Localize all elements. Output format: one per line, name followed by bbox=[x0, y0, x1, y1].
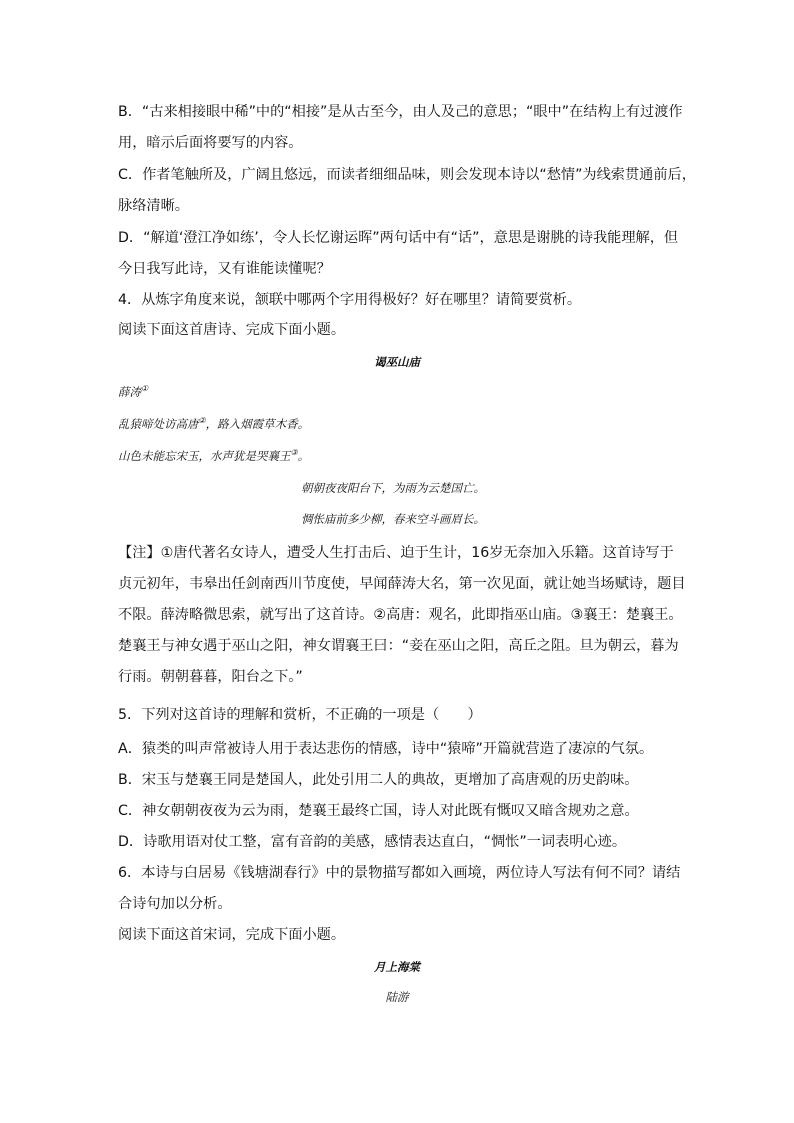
poem1-author-note-mark: ① bbox=[141, 384, 149, 393]
question-4: 4．从炼字角度来说，颔联中哪两个字用得极好？好在哪里？请简要赏析。 bbox=[118, 292, 582, 308]
q5-option-a: A．猿类的叫声常被诗人用于表达悲伤的情感，诗中“猿啼”开篇就营造了凄凉的气氛。 bbox=[118, 741, 654, 757]
poem1-line2 bbox=[118, 448, 309, 464]
note-line3: 不限。薛涛略微思索，就写出了这首诗。②高唐：观名，此即指巫山庙。③襄王：楚襄王。 bbox=[118, 607, 683, 623]
poem2-title: 月上海棠 bbox=[374, 960, 420, 974]
question-5-stem: 5．下列对这首诗的理解和赏析，不正确的一项是（ ） bbox=[118, 707, 482, 723]
note-line1: 【注】①唐代著名女诗人，遭受人生打击后、迫于生计，16岁无奈加入乐籍。这首诗写于 bbox=[118, 545, 674, 561]
poem1-line1-note-mark: ② bbox=[198, 416, 206, 425]
poem1-line1 bbox=[118, 416, 309, 432]
q3-option-c-line1: C．作者笔触所及，广阔且悠远，而读者细细品味，则会发现本诗以“愁情”为线索贯通前后， bbox=[118, 167, 696, 183]
poem1-line3: 朝朝夜夜阳台下，为雨为云楚国亡。 bbox=[301, 481, 485, 495]
poem1-line2-rest: 。 bbox=[297, 449, 310, 463]
poem1-author-name: 薛涛 bbox=[118, 385, 141, 399]
poem1-line4: 惆怅庙前多少柳，春来空斗画眉长。 bbox=[301, 512, 485, 526]
poem1-line2-text: 山色未能忘宋玉，水声犹是哭襄王 bbox=[118, 449, 291, 463]
note-line5: 行雨。朝朝暮暮，阳台之下。” bbox=[118, 669, 303, 685]
q3-option-b-line1: B．“古来相接眼中稀”中的“相接”是从古至今，由人及己的意思；“眼中”在结构上有过渡作 bbox=[118, 104, 683, 120]
reading-intro-song: 阅读下面这首宋词，完成下面小题。 bbox=[118, 927, 346, 943]
poem1-title: 谒巫山庙 bbox=[374, 355, 420, 369]
q3-option-b-line2: 用，暗示后面将要写的内容。 bbox=[118, 135, 303, 151]
q5-option-c: C．神女朝朝夜夜为云为雨，楚襄王最终亡国，诗人对此既有慨叹又暗含规劝之意。 bbox=[118, 803, 639, 819]
poem1-line2-note-mark: ③ bbox=[290, 448, 298, 457]
q5-option-d: D．诗歌用语对仗工整，富有音韵的美感，感情表达直白，“惆怅”一词表明心迹。 bbox=[118, 834, 627, 850]
note-line2: 贞元初年，韦皋出任剑南西川节度使，早闻薛涛大名，第一次见面，就让她当场赋诗，题目 bbox=[118, 576, 686, 592]
poem1-line1-text: 乱猿啼处访高唐 bbox=[118, 417, 199, 431]
question-6-line2: 合诗句加以分析。 bbox=[118, 896, 232, 912]
reading-intro-tang: 阅读下面这首唐诗、完成下面小题。 bbox=[118, 322, 346, 338]
question-6-line1: 6．本诗与白居易《钱塘湖春行》中的景物描写都如入画境，两位诗人写法有何不同？请结 bbox=[118, 865, 681, 881]
q5-option-b: B．宋玉与楚襄王同是楚国人，此处引用二人的典故，更增加了高唐观的历史韵味。 bbox=[118, 772, 639, 788]
poem1-author bbox=[118, 384, 148, 400]
poem1-line1-rest: ，路入烟霞草木香。 bbox=[205, 417, 310, 431]
q3-option-d-line2: 今日我写此诗，又有谁能读懂呢？ bbox=[118, 261, 331, 277]
q3-option-c-line2: 脉络清晰。 bbox=[118, 198, 189, 214]
poem2-author: 陆游 bbox=[385, 990, 409, 1004]
q3-option-d-line1: D．“解道‘澄江净如练’，令人长忆谢运晖”两句话中有“话”，意思是谢朓的诗我能理解，但 bbox=[118, 230, 679, 246]
note-line4: 楚襄王与神女遇于巫山之阳，神女谓襄王曰：“妾在巫山之阳，高丘之阻。旦为朝云，暮为 bbox=[118, 638, 679, 654]
